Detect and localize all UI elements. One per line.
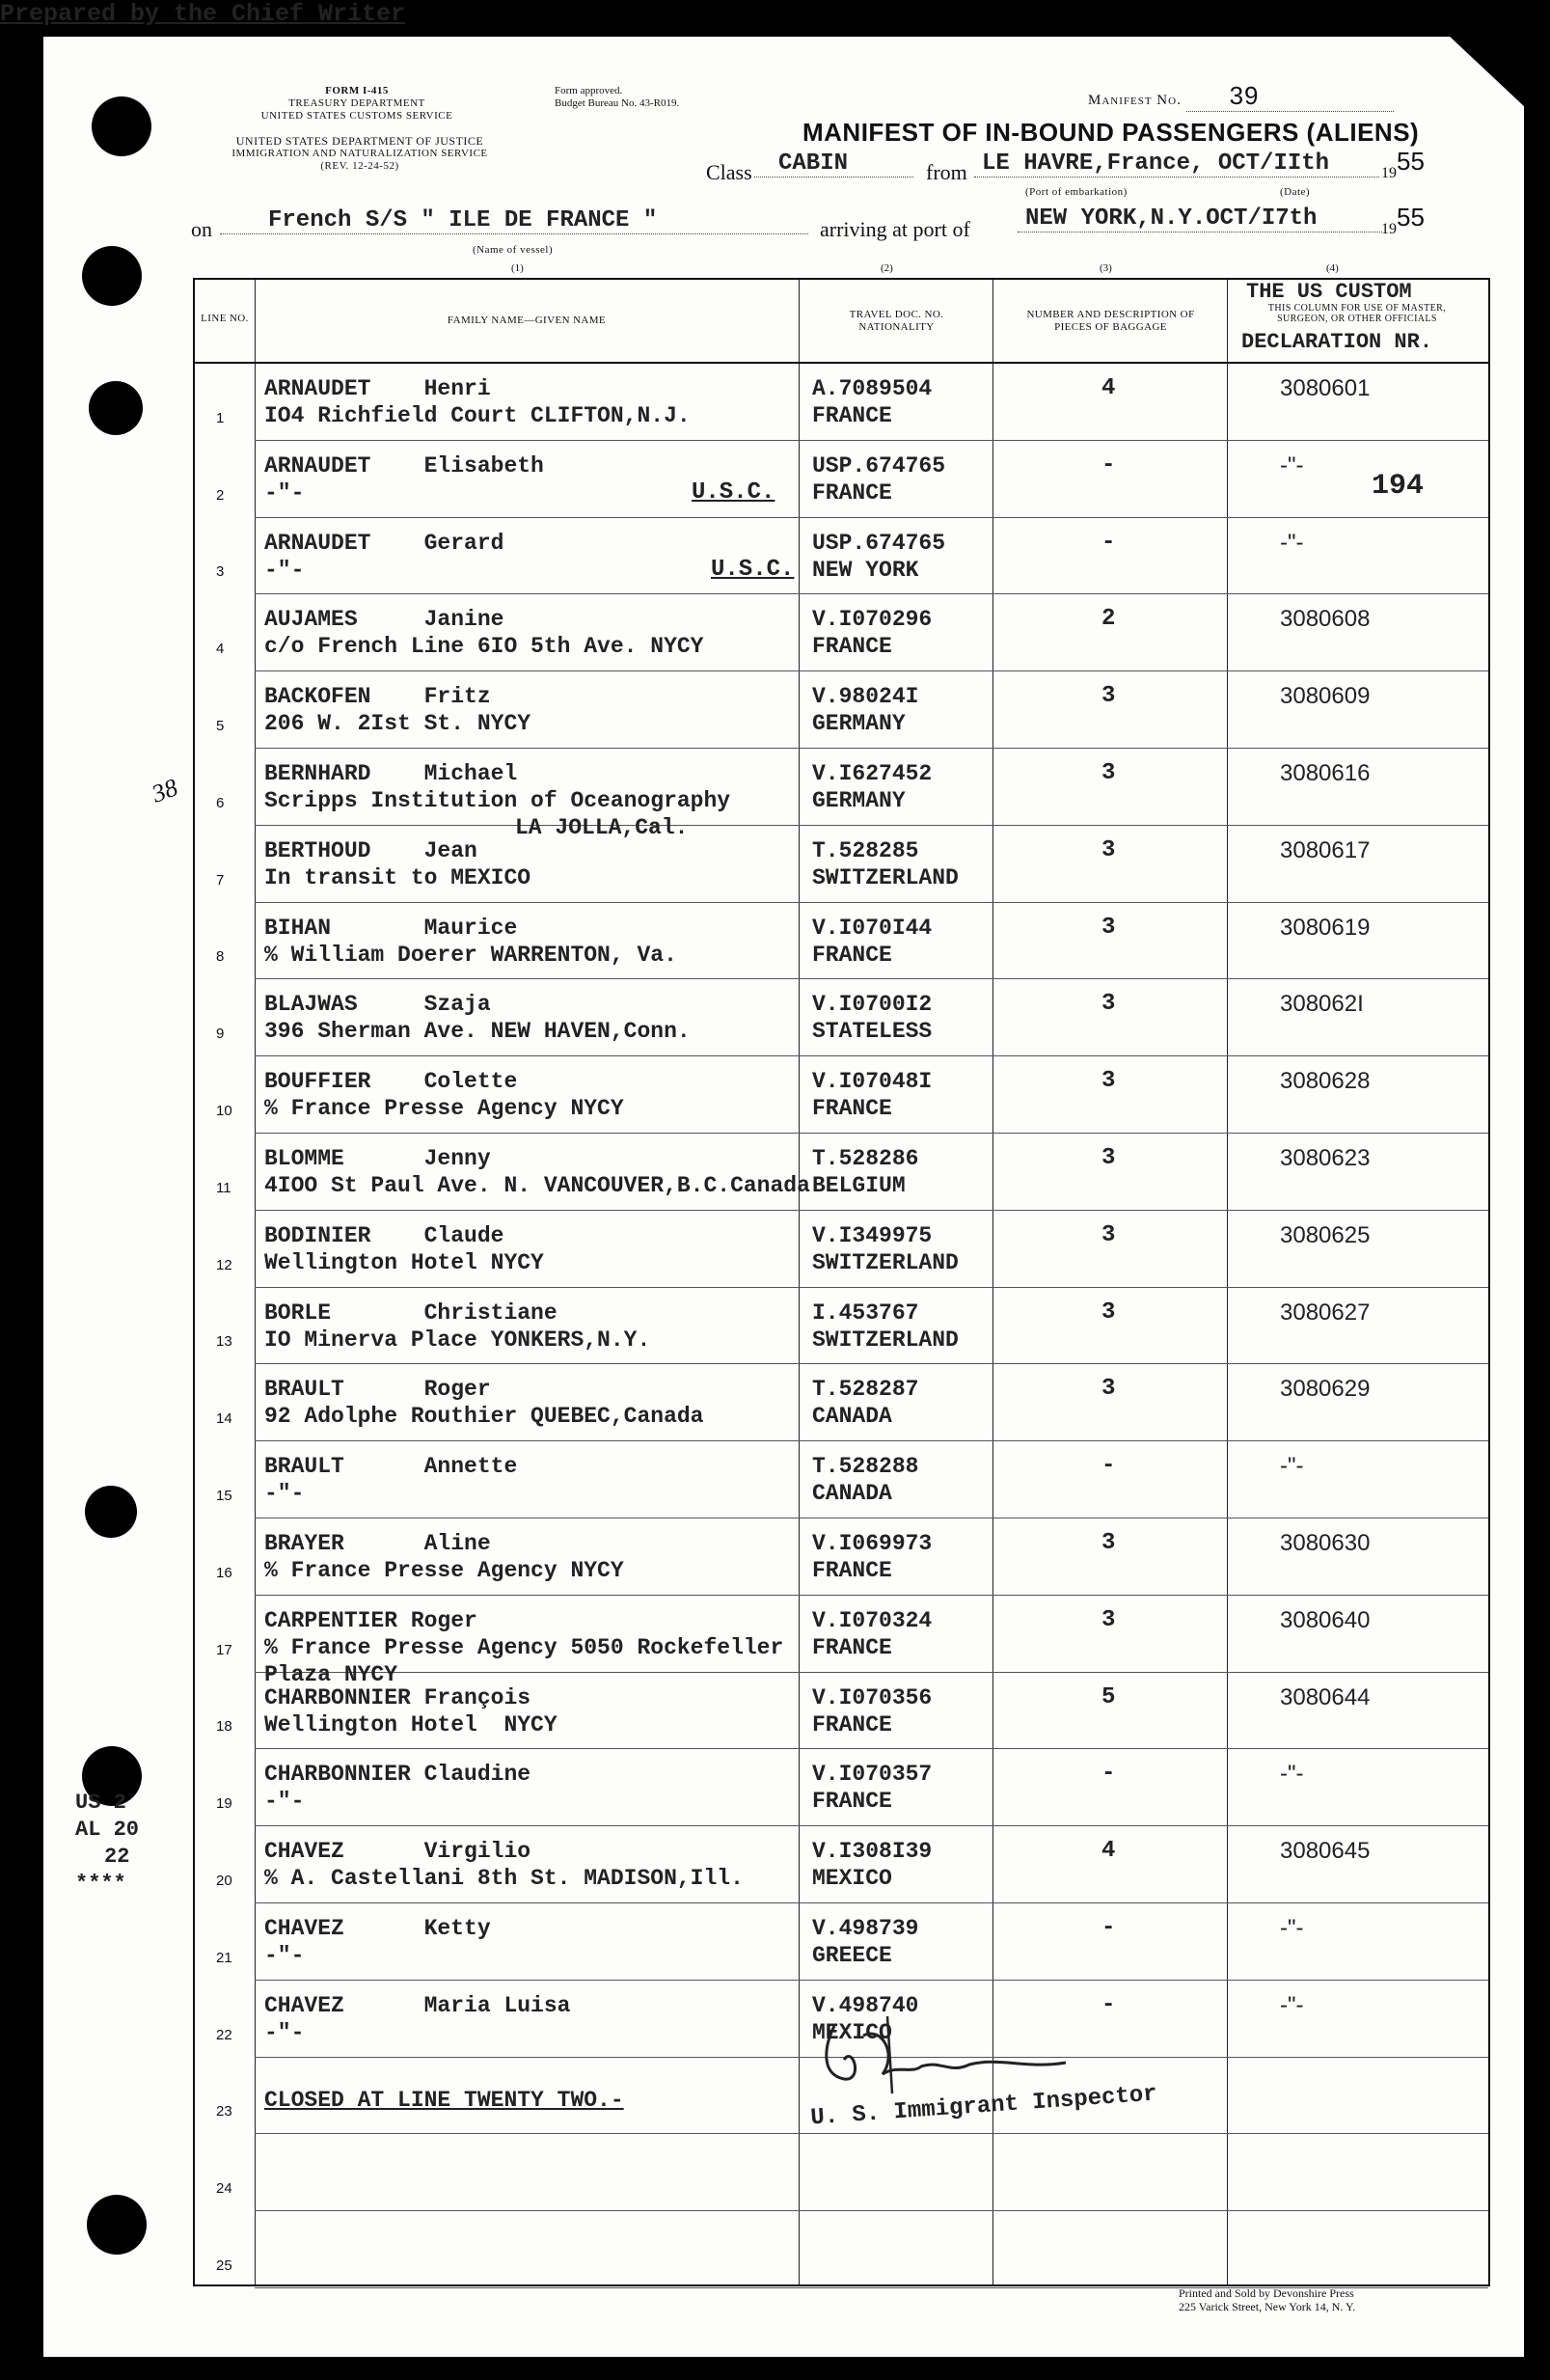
col-number-3: (3) <box>1100 262 1112 274</box>
table-row <box>195 1518 1488 1596</box>
line-number: 14 <box>216 1410 232 1428</box>
passenger-name: CARPENTIER Roger <box>264 1607 477 1633</box>
margin-stamp: US 2 AL 20 22 **** <box>75 1791 140 1896</box>
travel-doc-number: V.498740 <box>812 1992 919 2018</box>
baggage-count: - <box>1101 529 1116 556</box>
passenger-name: ARNAUDET Elisabeth <box>264 452 544 479</box>
passenger-name-cell <box>264 606 703 660</box>
table-row <box>195 2134 1488 2211</box>
customs-service: UNITED STATES CUSTOMS SERVICE <box>260 110 453 122</box>
table-row <box>195 903 1488 980</box>
declaration-number: 3080630 <box>1280 1530 1371 1556</box>
col-number-1: (1) <box>511 262 524 274</box>
passenger-name-cell <box>264 2069 624 2114</box>
declaration-number: -"- <box>1280 1761 1304 1788</box>
travel-doc-number: V.I349975 <box>812 1222 933 1248</box>
header-baggage: NUMBER AND DESCRIPTION OF PIECES OF BAGGAGE <box>1026 309 1195 333</box>
line-number: 4 <box>216 641 225 658</box>
arrival-port: NEW YORK,N.Y.OCT/I7th <box>1018 205 1382 233</box>
nationality: MEXICO <box>812 2019 892 2045</box>
line-number: 15 <box>216 1487 232 1504</box>
declaration-number: 3080616 <box>1280 760 1371 786</box>
passenger-name: BERNHARD Michael <box>264 761 518 786</box>
passenger-address: -"- <box>264 1789 305 1815</box>
declaration-number: 308062I <box>1280 991 1364 1018</box>
manifest-label: Manifest No. <box>1088 93 1182 108</box>
vessel-name: French S/S " ILE DE FRANCE " <box>220 207 808 234</box>
form-number: FORM I-415 <box>325 85 389 96</box>
passenger-name-cell <box>264 1761 530 1815</box>
nationality: FRANCE <box>812 634 892 660</box>
passenger-name-cell <box>264 683 530 737</box>
passenger-address: Wellington Hotel NYCY <box>264 1711 557 1737</box>
passenger-name-cell <box>264 452 544 506</box>
declaration-number: 3080640 <box>1280 1606 1371 1633</box>
baggage-count: 3 <box>1101 1221 1116 1248</box>
table-row <box>195 1673 1488 1750</box>
header-customs: THIS COLUMN FOR USE OF MASTER, SURGEON, OR OTHER OFFICIALS <box>1267 303 1447 324</box>
declaration-number: -"- <box>1280 1915 1304 1941</box>
table-row <box>195 979 1488 1056</box>
passenger-name-cell <box>264 1915 491 1969</box>
passenger-name: BLAJWAS Szaja <box>264 992 491 1018</box>
passenger-address: 92 Adolphe Routhier QUEBEC,Canada <box>264 1404 704 1430</box>
passenger-name-cell <box>264 1145 810 1199</box>
travel-doc-number: V.I070357 <box>812 1762 933 1788</box>
baggage-count: 3 <box>1101 836 1116 863</box>
line-number: 12 <box>216 1256 232 1273</box>
travel-doc-number: T.528286 <box>812 1146 919 1171</box>
passenger-name-cell <box>264 1376 703 1430</box>
passenger-address: % France Presse Agency 5050 Rockefeller <box>264 1634 784 1660</box>
manifest-title: MANIFEST OF IN-BOUND PASSENGERS (ALIENS) <box>802 118 1420 147</box>
table-row <box>195 518 1488 595</box>
manifest-value: 39 <box>1186 81 1394 112</box>
line-number: 3 <box>216 563 225 581</box>
baggage-count: 4 <box>1101 375 1116 401</box>
nationality: GERMANY <box>812 711 906 737</box>
nationality: BELGIUM <box>812 1173 906 1198</box>
baggage-count: 3 <box>1101 760 1116 786</box>
travel-doc-cell <box>812 1222 959 1276</box>
baggage-count: 3 <box>1101 991 1116 1018</box>
passenger-address: IO4 Richfield Court CLIFTON,N.J. <box>264 403 691 428</box>
table-row <box>195 441 1488 518</box>
declaration-number: 3080608 <box>1280 606 1371 633</box>
passenger-name: BRAYER Aline <box>264 1531 491 1556</box>
passenger-name-cell <box>264 530 503 584</box>
table-row <box>195 1826 1488 1903</box>
nationality: SWITZERLAND <box>812 1327 959 1353</box>
table-row <box>195 1134 1488 1211</box>
declaration-number: -"- <box>1280 529 1304 556</box>
travel-doc-number: V.I070356 <box>812 1684 933 1710</box>
passenger-name-cell <box>264 1838 744 1892</box>
travel-doc-cell <box>812 375 932 429</box>
on-label: on <box>191 217 212 241</box>
nationality: MEXICO <box>812 1866 892 1892</box>
passenger-name-cell <box>264 991 691 1045</box>
passenger-name-cell <box>264 1992 570 2046</box>
passenger-address: In transit to MEXICO <box>264 864 531 890</box>
nationality: CANADA <box>812 1481 892 1507</box>
line-number: 17 <box>216 1641 232 1658</box>
passenger-address: Wellington Hotel NYCY <box>264 1249 544 1275</box>
baggage-count: 3 <box>1101 683 1116 710</box>
nationality: FRANCE <box>812 1711 892 1737</box>
nationality: FRANCE <box>812 403 892 428</box>
travel-doc-number: A.7089504 <box>812 376 933 401</box>
inspector-title: U. S. Immigrant Inspector <box>809 2081 1158 2132</box>
baggage-count: 3 <box>1101 1530 1116 1556</box>
nationality: SWITZERLAND <box>812 864 959 890</box>
from-label: from <box>926 160 967 184</box>
passenger-address: -"- <box>264 479 305 506</box>
printer-footer: Printed and Sold by Devonshire Press 225 Varick Street, New York 14, N. Y. <box>1179 2286 1356 2313</box>
nationality: GERMANY <box>812 788 906 813</box>
passenger-name: BRAULT Annette <box>264 1454 518 1480</box>
baggage-count: 3 <box>1101 914 1116 941</box>
declaration-number: 3080627 <box>1280 1299 1371 1326</box>
manifest-number <box>1088 81 1394 112</box>
table-row <box>195 1211 1488 1288</box>
line-number: 11 <box>216 1179 231 1196</box>
passenger-table <box>193 278 1490 2286</box>
class-value: CABIN <box>754 150 913 178</box>
prepared-by: Prepared by the Chief Writer <box>0 0 406 28</box>
baggage-count: 2 <box>1101 606 1116 633</box>
declaration-number: 3080617 <box>1280 836 1371 863</box>
passenger-address: -"- <box>264 1481 305 1507</box>
form-revision: (REV. 12-24-52) <box>320 160 399 172</box>
year-embarkation: 1955 <box>1381 147 1425 181</box>
passenger-name: CHAVEZ Ketty <box>264 1916 491 1941</box>
travel-doc-number: V.I07048I <box>812 1069 933 1095</box>
passenger-name-cell <box>264 1453 517 1507</box>
passenger-address: % France Presse Agency NYCY <box>264 1558 624 1583</box>
passenger-name: AUJAMES Janine <box>264 607 504 633</box>
passenger-name: CLOSED AT LINE TWENTY TWO.- <box>264 2087 624 2113</box>
date-caption: (Date) <box>1280 186 1311 198</box>
table-header <box>195 280 1488 364</box>
passenger-name: BERTHOUD Jean <box>264 837 477 863</box>
punch-hole <box>89 381 143 435</box>
nationality: NEW YORK <box>812 557 919 583</box>
passenger-name: BLOMME Jenny <box>264 1146 491 1171</box>
nationality: FRANCE <box>812 942 892 968</box>
passenger-address: -"- <box>264 557 305 583</box>
table-row <box>195 1441 1488 1518</box>
travel-doc-number: V.498739 <box>812 1916 919 1941</box>
usc-mark: U.S.C. <box>711 556 795 583</box>
line-number: 21 <box>216 1949 232 1966</box>
line-number: 8 <box>216 948 225 966</box>
table-row <box>195 1288 1488 1365</box>
justice-department: UNITED STATES DEPARTMENT OF JUSTICE <box>235 134 484 148</box>
nationality: FRANCE <box>812 1096 892 1122</box>
declaration-number: 3080619 <box>1280 914 1371 941</box>
passenger-address: c/o French Line 6IO 5th Ave. NYCY <box>264 634 704 660</box>
declaration-number: -"- <box>1280 1453 1304 1480</box>
baggage-count: - <box>1101 451 1116 479</box>
travel-doc-cell <box>812 1453 918 1507</box>
table-row <box>195 749 1488 840</box>
declaration-number: 3080609 <box>1280 683 1371 710</box>
col-number-2: (2) <box>881 262 893 274</box>
travel-doc-cell <box>812 760 932 814</box>
passenger-name: BRAULT Roger <box>264 1377 491 1403</box>
passenger-address: IO Minerva Place YONKERS,N.Y. <box>264 1327 651 1353</box>
travel-doc-cell <box>812 1145 918 1199</box>
passenger-name: CHAVEZ Maria Luisa <box>264 1992 571 2018</box>
handwritten-number: 194 <box>1372 469 1425 503</box>
line-number: 22 <box>216 2026 232 2043</box>
travel-doc-number: V.I0700I2 <box>812 992 933 1018</box>
line-number: 6 <box>216 794 225 811</box>
line-number: 23 <box>216 2103 232 2120</box>
nationality: SWITZERLAND <box>812 1249 959 1275</box>
declaration-number: 3080629 <box>1280 1376 1371 1403</box>
travel-doc-cell <box>812 915 932 969</box>
baggage-count: 3 <box>1101 1299 1116 1326</box>
passenger-name-cell <box>264 1684 557 1738</box>
travel-doc-number: V.I070I44 <box>812 915 933 941</box>
travel-doc-number: T.528285 <box>812 837 919 863</box>
line-number: 1 <box>216 409 225 426</box>
nationality: FRANCE <box>812 1558 892 1583</box>
nationality: FRANCE <box>812 1634 892 1660</box>
passenger-name: BODINIER Claude <box>264 1222 504 1248</box>
passenger-address: -"- <box>264 2019 305 2045</box>
budget-bureau: Budget Bureau No. 43-R019. <box>555 97 680 109</box>
vessel-caption: (Name of vessel) <box>473 244 554 256</box>
table-row <box>195 364 1488 441</box>
baggage-count: 5 <box>1101 1683 1116 1710</box>
passenger-address: % A. Castellani 8th St. MADISON,Ill. <box>264 1866 744 1892</box>
nationality: FRANCE <box>812 479 892 506</box>
travel-doc-cell <box>812 1761 932 1815</box>
travel-doc-number: T.528287 <box>812 1377 919 1403</box>
passenger-address: % William Doerer WARRENTON, Va. <box>264 942 677 968</box>
passenger-address: Scripps Institution of Oceanography <box>264 788 731 813</box>
travel-doc-cell <box>812 683 918 737</box>
passenger-address: % France Presse Agency NYCY <box>264 1096 624 1122</box>
passenger-address: 4IOO St Paul Ave. N. VANCOUVER,B.C.Canada <box>264 1173 810 1198</box>
port-caption: (Port of embarkation) <box>1025 186 1128 198</box>
punch-hole <box>85 1486 137 1538</box>
passenger-name-cell <box>264 1068 624 1122</box>
travel-doc-number: V.I069973 <box>812 1531 933 1556</box>
passenger-name: ARNAUDET Gerard <box>264 530 504 556</box>
travel-doc-number: V.I070324 <box>812 1607 933 1633</box>
baggage-count: - <box>1101 1991 1116 2018</box>
ins-service: IMMIGRATION AND NATURALIZATION SERVICE <box>231 148 488 159</box>
travel-doc-cell <box>812 1915 918 1969</box>
embarkation: LE HAVRE,France, OCT/IIth <box>974 150 1379 178</box>
passenger-name-cell <box>264 915 677 969</box>
passenger-name: BIHAN Maurice <box>264 915 518 941</box>
table-row <box>195 594 1488 671</box>
table-row <box>195 1056 1488 1134</box>
passenger-name: CHAVEZ Virgilio <box>264 1839 531 1865</box>
table-row <box>195 1749 1488 1826</box>
punch-hole <box>82 246 142 306</box>
line-number: 13 <box>216 1333 232 1351</box>
baggage-count: - <box>1101 1761 1116 1788</box>
declaration-number: 3080628 <box>1280 1068 1371 1095</box>
travel-doc-cell <box>812 1530 932 1584</box>
travel-doc-cell <box>812 991 932 1045</box>
line-number: 20 <box>216 1872 232 1889</box>
passenger-name-cell <box>264 1530 624 1584</box>
baggage-count: 3 <box>1101 1145 1116 1171</box>
travel-doc-number: USP.674765 <box>812 452 946 479</box>
line-number: 10 <box>216 1102 232 1119</box>
travel-doc-number: T.528288 <box>812 1454 919 1480</box>
passenger-address: 206 W. 2Ist St. NYCY <box>264 711 531 737</box>
travel-doc-cell <box>812 837 959 891</box>
passenger-name: CHARBONNIER François <box>264 1684 531 1710</box>
travel-doc-cell <box>812 1607 932 1661</box>
header-declaration: DECLARATION NR. <box>1241 330 1433 354</box>
travel-doc-cell <box>812 606 932 660</box>
header-customs-typed: THE US CUSTOM <box>1246 280 1412 304</box>
arriving-label: arriving at port of <box>820 217 970 241</box>
travel-doc-cell <box>812 1838 932 1892</box>
line-number: 9 <box>216 1026 225 1043</box>
declaration-number: 3080644 <box>1280 1683 1371 1710</box>
travel-doc-cell <box>812 1684 932 1738</box>
travel-doc-cell <box>812 1376 918 1430</box>
class-label: Class <box>706 160 752 184</box>
baggage-count: 3 <box>1101 1606 1116 1633</box>
declaration-number: -"- <box>1280 1991 1304 2018</box>
line-number: 18 <box>216 1718 232 1736</box>
table-row <box>195 671 1488 749</box>
nationality: CANADA <box>812 1404 892 1430</box>
travel-doc-number: V.I070296 <box>812 607 933 633</box>
table-row <box>195 2211 1488 2288</box>
declaration-number: 3080601 <box>1280 375 1371 401</box>
line-number: 25 <box>216 2257 232 2274</box>
travel-doc-cell <box>812 1068 932 1122</box>
form-approved: Form approved. <box>555 85 623 96</box>
year-arrival: 1955 <box>1381 203 1425 237</box>
line-number: 7 <box>216 871 225 889</box>
line-number: 5 <box>216 717 225 734</box>
passenger-address: -"- <box>264 1943 305 1968</box>
travel-doc-number: V.98024I <box>812 684 919 710</box>
travel-doc-cell <box>812 452 945 506</box>
header-travel-doc: TRAVEL DOC. NO. NATIONALITY <box>849 309 944 333</box>
nationality: FRANCE <box>812 1789 892 1815</box>
usc-mark: U.S.C. <box>692 479 775 506</box>
travel-doc-number: V.I308I39 <box>812 1839 933 1865</box>
treasury-department: TREASURY DEPARTMENT <box>288 97 425 109</box>
travel-doc-cell <box>812 1299 959 1354</box>
declaration-number: 3080625 <box>1280 1221 1371 1248</box>
travel-doc-number: I.453767 <box>812 1299 919 1326</box>
header-line-no: LINE NO. <box>201 313 249 324</box>
line-number: 19 <box>216 1795 232 1813</box>
declaration-number: 3080645 <box>1280 1838 1371 1865</box>
passenger-name: BORLE Christiane <box>264 1299 557 1326</box>
table-row <box>195 826 1488 903</box>
nationality: STATELESS <box>812 1019 933 1045</box>
passenger-address-line2: LA JOLLA,Cal. <box>515 815 689 840</box>
baggage-count: 3 <box>1101 1376 1116 1403</box>
baggage-count: 4 <box>1101 1838 1116 1865</box>
passenger-name-cell <box>264 375 691 429</box>
header-name: FAMILY NAME—GIVEN NAME <box>447 315 607 326</box>
travel-doc-cell <box>812 530 945 584</box>
passenger-name: CHARBONNIER Claudine <box>264 1762 531 1788</box>
travel-doc-number: V.I627452 <box>812 761 933 786</box>
declaration-number: 3080623 <box>1280 1145 1371 1171</box>
passenger-address: 396 Sherman Ave. NEW HAVEN,Conn. <box>264 1019 691 1045</box>
punch-hole <box>92 96 151 156</box>
passenger-name-cell <box>264 1299 650 1354</box>
baggage-count: 3 <box>1101 1068 1116 1095</box>
line-number: 16 <box>216 1564 232 1581</box>
passenger-name: ARNAUDET Henri <box>264 376 491 401</box>
passenger-name-cell <box>264 837 530 891</box>
passenger-name: BOUFFIER Colette <box>264 1069 518 1095</box>
line-number: 24 <box>216 2180 232 2198</box>
travel-doc-number: USP.674765 <box>812 530 946 556</box>
col-number-4: (4) <box>1326 262 1339 274</box>
margin-note: 38 <box>148 773 182 808</box>
baggage-count: - <box>1101 1915 1116 1941</box>
declaration-number: -"- <box>1280 451 1304 479</box>
line-number: 2 <box>216 486 225 504</box>
punch-hole <box>87 2195 147 2255</box>
passenger-name-cell <box>264 1222 544 1276</box>
baggage-count: - <box>1101 1453 1116 1480</box>
passenger-name: BACKOFEN Fritz <box>264 684 491 710</box>
passenger-address-line2: Plaza NYCY <box>264 1661 398 1687</box>
table-row <box>195 1596 1488 1687</box>
nationality: GREECE <box>812 1943 892 1968</box>
table-row <box>195 1364 1488 1441</box>
table-row <box>195 1903 1488 1981</box>
